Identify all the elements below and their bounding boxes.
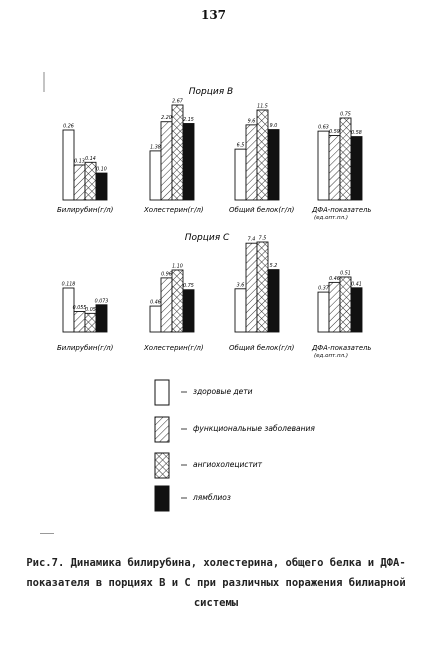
bar (246, 243, 257, 332)
data-label: 0.13 (74, 159, 85, 165)
bar (318, 292, 329, 332)
group-label: Билирубин(г/л) (57, 344, 114, 352)
data-label: 0.63 (318, 125, 329, 131)
data-label: 1.38 (150, 145, 161, 151)
data-label: 0.26 (63, 124, 74, 130)
panel-title: Порция С (184, 233, 230, 243)
data-label: 5.2 (269, 264, 278, 270)
group-label: ДФА-показатель (312, 206, 372, 214)
bar (329, 135, 340, 200)
legend-label: ангиохолецистит (193, 460, 263, 469)
bar (268, 270, 279, 332)
bar (257, 110, 268, 200)
data-label: 0.59 (329, 129, 340, 135)
bar (183, 290, 194, 332)
bar (161, 122, 172, 200)
panel-title: Порция В (188, 87, 234, 97)
data-label: 2.67 (172, 99, 183, 105)
data-label: 7.4 (247, 237, 256, 243)
bar (172, 270, 183, 332)
caption-line: системы (193, 597, 239, 609)
bar (257, 242, 268, 332)
legend-label: здоровые дети (193, 387, 253, 396)
data-label: 7.5 (258, 236, 267, 242)
bar (172, 105, 183, 200)
data-label: 0.75 (183, 284, 194, 290)
data-label: 0.51 (340, 271, 351, 277)
data-label: 0.118 (61, 282, 76, 288)
data-label: 0.41 (351, 282, 362, 288)
caption-line: показателя в порциях В и С при различных поражения билиарной (26, 577, 406, 589)
legend-swatch (155, 453, 169, 478)
bar (340, 118, 351, 200)
bar (351, 137, 362, 200)
bar (351, 288, 362, 332)
bar (329, 282, 340, 332)
scan-edge-mark (40, 533, 54, 534)
group-label: Общий белок(г/л) (229, 344, 295, 352)
data-label: 0.14 (85, 156, 96, 162)
data-label: 0.96 (161, 272, 172, 278)
group-label: Холестерин(г/л) (144, 206, 204, 214)
legend-swatch (155, 417, 169, 442)
data-label: 6.5 (236, 143, 245, 149)
bar (161, 278, 172, 332)
data-label: 11.5 (257, 104, 268, 110)
data-label: 0.46 (329, 276, 340, 282)
group-label: ДФА-показатель (312, 344, 372, 352)
data-label: 0.073 (94, 299, 109, 305)
bar (74, 311, 85, 332)
data-label: 0.05 (85, 307, 96, 313)
page-number: 137 (200, 8, 227, 22)
data-label: 0.055 (72, 305, 87, 311)
group-label: Холестерин(г/л) (144, 344, 204, 352)
bar (183, 124, 194, 200)
group-label: (ед.опт.пл.) (314, 215, 348, 221)
group-label: Билирубин(г/л) (57, 206, 114, 214)
bar (85, 313, 96, 332)
bar (246, 125, 257, 200)
data-label: 9.0 (269, 124, 278, 130)
data-label: 2.15 (183, 118, 194, 124)
data-label: 3.6 (236, 283, 245, 289)
data-label: 2.20 (161, 116, 172, 122)
caption-line: Рис.7. Динамика билирубина, холестерина, общего белка и ДФА- (26, 557, 406, 569)
bar (150, 306, 161, 332)
bar (74, 165, 85, 200)
group-label: (ед.опт.пл.) (314, 353, 348, 359)
data-label: 9.6 (247, 119, 256, 125)
data-label: 0.46 (150, 300, 161, 306)
figure-caption (22, 553, 410, 613)
bar (85, 162, 96, 200)
legend-label: лямблиоз (193, 493, 231, 502)
bar (235, 149, 246, 200)
bar (63, 130, 74, 200)
bar (96, 173, 107, 200)
bar (96, 305, 107, 332)
legend-swatch (155, 486, 169, 511)
bar (268, 130, 279, 200)
bar (150, 151, 161, 200)
legend-label: функциональные заболевания (193, 424, 315, 433)
data-label: 0.37 (318, 286, 329, 292)
bar (235, 289, 246, 332)
data-label: 1.10 (172, 264, 183, 270)
data-label: 0.10 (96, 167, 107, 173)
bar (340, 277, 351, 332)
legend-swatch (155, 380, 169, 405)
data-label: 0.75 (340, 112, 351, 118)
bar (318, 131, 329, 200)
data-label: 0.58 (351, 131, 362, 137)
group-label: Общий белок(г/л) (229, 206, 295, 214)
